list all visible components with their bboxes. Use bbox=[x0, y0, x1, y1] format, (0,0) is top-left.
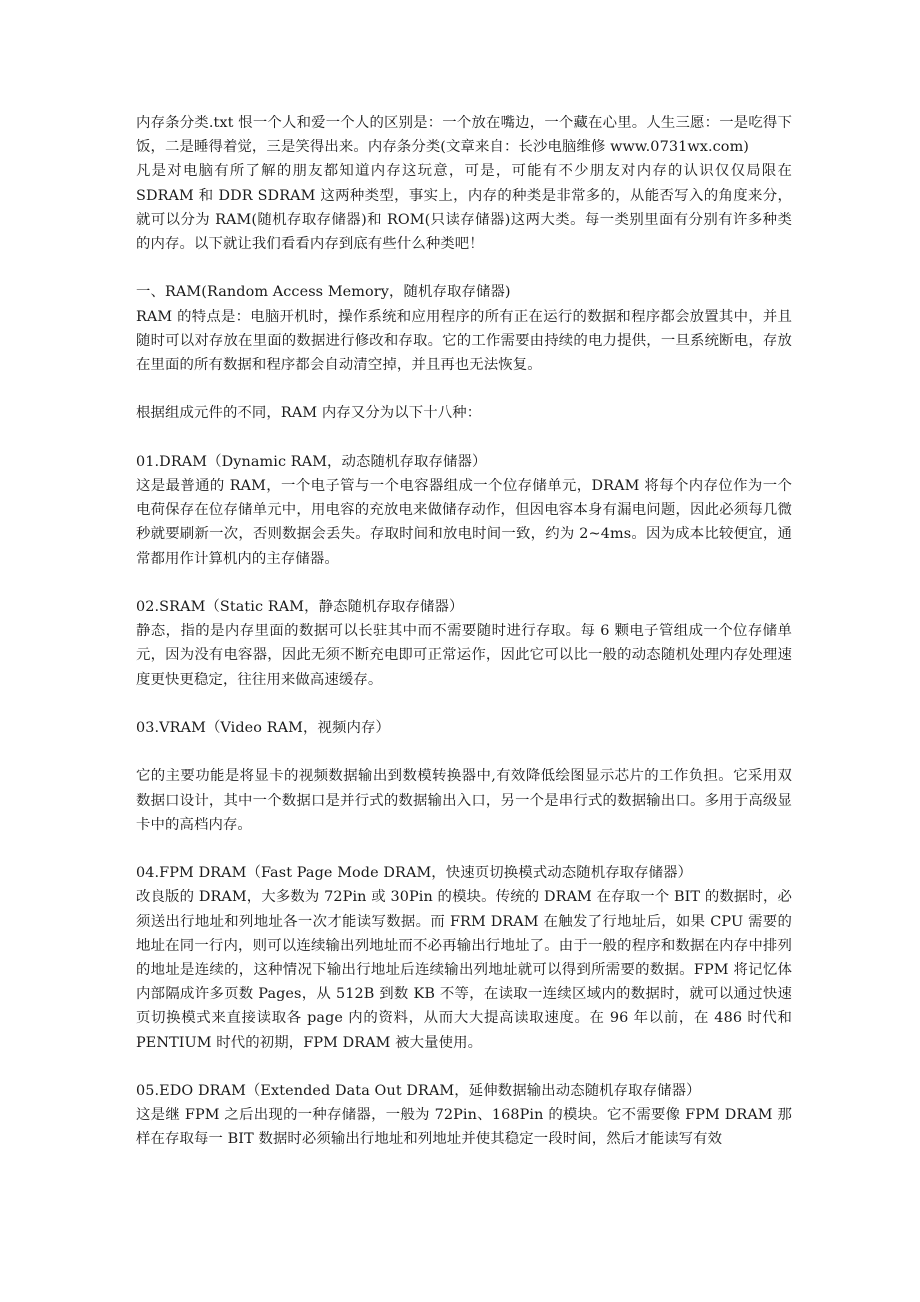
document-page bbox=[136, 111, 792, 1152]
edo-heading: 05.EDO DRAM（Extended Data Out DRAM，延伸数据输出动态随机存取存储器） bbox=[136, 1083, 701, 1099]
vram-heading: 03.VRAM（Video RAM，视频内存） bbox=[136, 720, 390, 736]
edo-paragraph: 这是继 FPM 之后出现的一种存储器，一般为 72Pin、168Pin 的模块。它不需要像 FPM DRAM 那样在存取每一 BIT 数据时必须输出行地址和列地址并使其稳定一段时间，然后才能读写有效 bbox=[136, 1107, 792, 1148]
dram-paragraph: 这是最普通的 RAM，一个电子管与一个电容器组成一个位存储单元，DRAM 将每个内存位作为一个电荷保存在位存储单元中，用电容的充放电来做储存动作，但因电容本身有漏电问题，因此必须每几微秒就要刷新一次，否则数据会丢失。存取时间和放电时间一致，约为 2~4ms。因为成本比较便宜，通常都用作计算机内的主存储器。 bbox=[136, 478, 792, 567]
ram-heading: 一、RAM(Random Access Memory，随机存取存储器) bbox=[136, 284, 511, 301]
fpm-heading: 04.FPM DRAM（Fast Page Mode DRAM，快速页切换模式动态随机存取存储器） bbox=[136, 865, 693, 882]
paragraph-gap bbox=[136, 837, 792, 861]
paragraph-gap bbox=[136, 571, 792, 595]
paragraph-gap bbox=[136, 426, 792, 450]
intro-paragraph: 凡是对电脑有所了解的朋友都知道内存这玩意，可是，可能有不少朋友对内存的认识仅仅局限在 SDRAM 和 DDR SDRAM 这两种类型，事实上，内存的种类是非常多的，从能否写入的角度来分，就可以分为 RAM(随机存取存储器)和 ROM(只读存储器)这两大类。每一类别里面有分别有许多种类的内存。以下就让我们看看内存到底有些什么种类吧！ bbox=[136, 163, 792, 253]
ram-types-intro: 根据组成元件的不同，RAM 内存又分为以下十八种： bbox=[136, 405, 482, 422]
paragraph-gap bbox=[136, 256, 792, 280]
paragraph-gap bbox=[136, 377, 792, 401]
sram-heading: 02.SRAM（Static RAM，静态随机存取存储器） bbox=[136, 599, 464, 615]
sram-paragraph: 静态，指的是内存里面的数据可以长驻其中而不需要随时进行存取。每 6 颗电子管组成一个位存储单元，因为没有电容器，因此无须不断充电即可正常运作，因此它可以比一般的动态随机处理内存处理速度更快更稳定，往往用来做高速缓存。 bbox=[136, 623, 792, 688]
fpm-paragraph: 改良版的 DRAM，大多数为 72Pin 或 30Pin 的模块。传统的 DRAM 在存取一个 BIT 的数据时，必须送出行地址和列地址各一次才能读写数据。而 FRM DRAM 在触发了行地址后，如果 CPU 需要的地址在同一行内，则可以连续输出列地址而不必再输出行地址了。由于一般的程序和数据在内存中排列的地址是连续的，这种情况下输出行地址后连续输出列地址就可以得到所需要的数据。FPM 将记忆体内部隔成许多页数 Pages，从 512B 到数 KB 不等，在读取一连续区域内的数据时，就可以通过快速页切换模式来直接读取各 page 内的资料，从而大大提高读取速度。在 96 年以前，在 486 时代和 PENTIUM 时代的初期，FPM DRAM 被大量使用。 bbox=[136, 889, 792, 1051]
paragraph-gap bbox=[136, 1055, 792, 1079]
dram-heading: 01.DRAM（Dynamic RAM，动态随机存取存储器） bbox=[136, 453, 487, 470]
paragraph-gap bbox=[136, 740, 792, 764]
vram-paragraph: 它的主要功能是将显卡的视频数据输出到数模转换器中,有效降低绘图显示芯片的工作负担。它采用双数据口设计，其中一个数据口是并行式的数据输出入口，另一个是串行式的数据输出口。多用于高级显卡中的高档内存。 bbox=[136, 768, 792, 833]
paragraph-gap bbox=[136, 692, 792, 716]
intro-line: 内存条分类.txt 恨一个人和爱一个人的区别是：一个放在嘴边，一个藏在心里。人生三愿：一是吃得下饭，二是睡得着觉，三是笑得出来。内存条分类(文章来自：长沙电脑维修 www.0731wx.com) bbox=[136, 115, 792, 156]
ram-paragraph: RAM 的特点是：电脑开机时，操作系统和应用程序的所有正在运行的数据和程序都会放置其中，并且随时可以对存放在里面的数据进行修改和存取。它的工作需要由持续的电力提供，一旦系统断电，存放在里面的所有数据和程序都会自动清空掉，并且再也无法恢复。 bbox=[136, 308, 792, 374]
